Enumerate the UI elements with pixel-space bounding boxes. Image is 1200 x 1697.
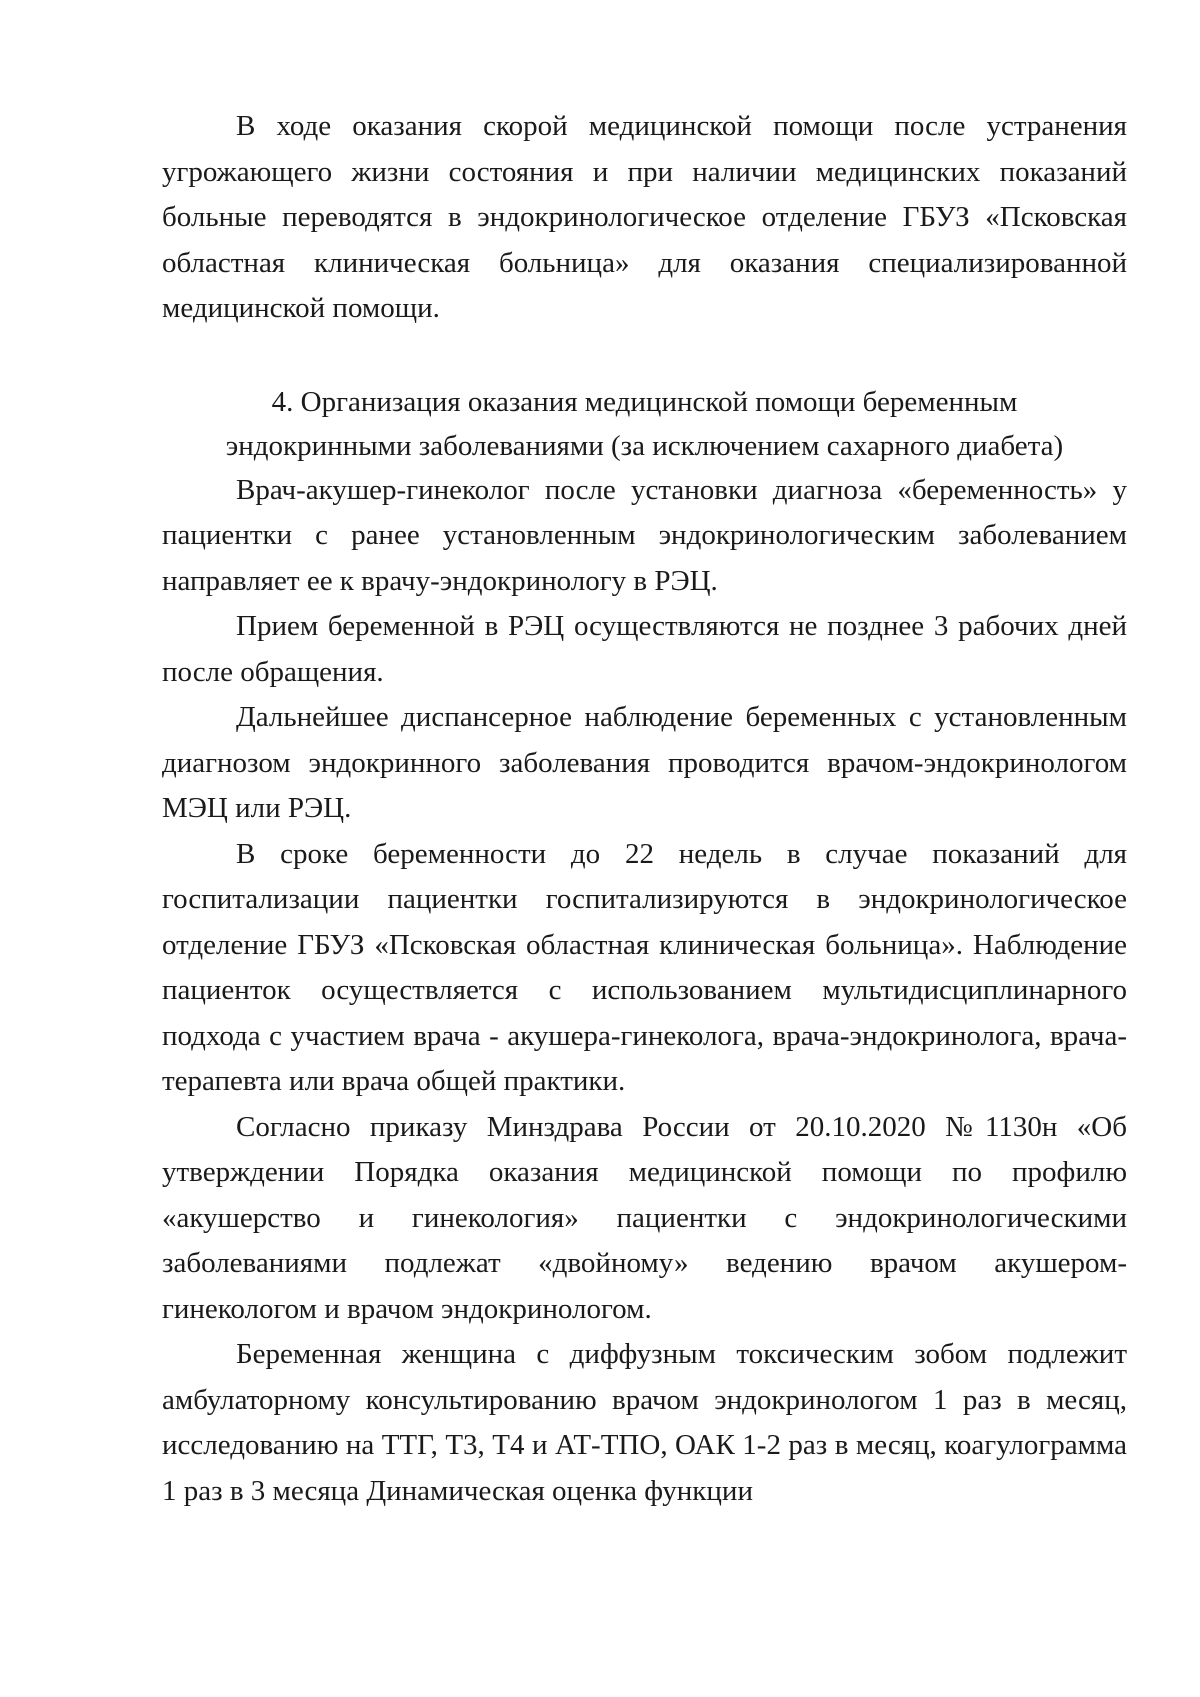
section-heading-line-1: 4. Организация оказания медицинской помощи беременным [271,385,1018,418]
paragraph-emergency-transfer: В ходе оказания скорой медицинской помощи после устранения угрожающего жизни состояния и при наличии медицинских показаний больные переводятся в эндокринологическое отделение ГБУЗ «Псковская областная клиническая больница» для оказания специализированной медицинской помощи. [162,110,1127,324]
section-heading-line-2: эндокринными заболеваниями (за исключением сахарного диабета) [225,429,1064,462]
section-heading [162,380,1127,468]
paragraph-reception: Прием беременной в РЭЦ осуществляются не позднее 3 рабочих дней после обращения. [162,610,1127,688]
document-body [162,104,1127,1514]
paragraph-referral: Врач-акушер-гинеколог после установки диагноза «беременность» у пациентки с ранее установленным эндокринологическим заболеванием направляет ее к врачу-эндокринологу в РЭЦ. [162,473,1127,597]
paragraph-toxic-goiter: Беременная женщина с диффузным токсическим зобом подлежит амбулаторному консультированию врачом эндокринологом 1 раз в месяц, исследованию на ТТГ, Т3, Т4 и АТ-ТПО, ОАК 1-2 раз в месяц, коагулограмма 1 раз в 3 месяца Динамическая оценка функции [162,1338,1127,1507]
paragraph-hospitalization: В сроке беременности до 22 недель в случае показаний для госпитализации пациентки госпитализируются в эндокринологическое отделение ГБУЗ «Псковская областная клиническая больница». Наблюдение пациенток осуществляется с использованием мультидисциплинарного подхода с участием врача - акушера-гинеколога, врача-эндокринолога, врача-терапевта или врача общей практики. [162,837,1127,1097]
paragraph-order-1130n: Согласно приказу Минздрава России от 20.10.2020 №1130н «Об утверждении Порядка оказания медицинской помощи по профилю «акушерство и гинекология» пациентки с эндокринологическими заболеваниями подлежат «двойному» ведению врачом акушером-гинекологом и врачом эндокринологом. [162,1110,1127,1325]
paragraph-dispensary-observation: Дальнейшее диспансерное наблюдение беременных с установленным диагнозом эндокринного заболевания проводится врачом-эндокринологом МЭЦ или РЭЦ. [162,701,1127,824]
